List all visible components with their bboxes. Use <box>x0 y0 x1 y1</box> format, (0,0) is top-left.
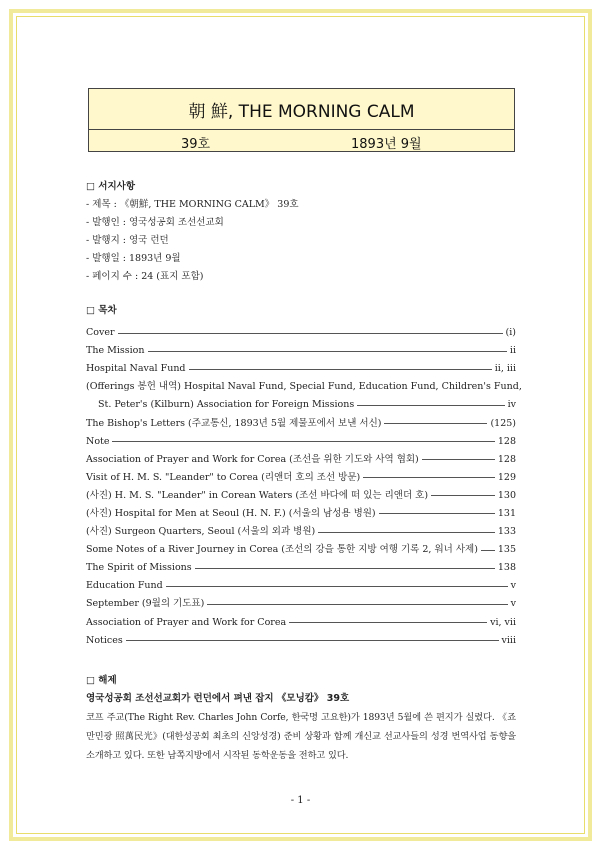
publication-title: 朝 鮮, THE MORNING CALM <box>89 89 514 130</box>
toc-page: v <box>510 598 516 610</box>
toc-item-wrapped: (Offerings 봉헌 내역) Hospital Naval Fund, Special Fund, Education Fund, Children's Fund, <box>86 381 522 393</box>
commentary-heading: □ 해제 <box>86 674 117 686</box>
toc-item <box>86 614 516 632</box>
toc-item <box>86 577 516 595</box>
toc-page: ii, iii <box>494 363 516 375</box>
toc-heading: □ 목차 <box>86 305 117 316</box>
toc-page: 135 <box>497 544 516 556</box>
toc-item <box>86 433 516 451</box>
bibliography-line: - 페이지 수 : 24 (표지 포함) <box>86 271 204 282</box>
toc-page: 130 <box>497 489 516 501</box>
toc-item <box>86 595 516 613</box>
toc-title: Cover <box>86 327 115 339</box>
toc-item <box>86 541 516 559</box>
toc-item <box>86 559 516 577</box>
toc-item <box>86 487 516 505</box>
toc-leader-line <box>126 640 499 641</box>
toc-leader-line <box>289 622 487 623</box>
bibliography-line: - 발행지 : 영국 런던 <box>86 235 169 246</box>
toc-page: (i) <box>505 327 516 339</box>
toc-item <box>86 451 516 469</box>
toc-leader-line <box>207 604 507 605</box>
toc-title: Note <box>86 435 110 447</box>
page-number: - 1 - <box>290 795 311 806</box>
toc-list <box>86 324 522 650</box>
toc-leader-line <box>166 586 508 587</box>
bibliography-line: - 제목 : 《朝鮮, THE MORNING CALM》 39호 <box>86 199 299 210</box>
toc-item <box>86 523 516 541</box>
toc-page: 128 <box>497 435 516 447</box>
toc-leader-line <box>384 423 487 424</box>
toc-item <box>86 469 516 487</box>
toc-item <box>86 414 516 432</box>
toc-title: Visit of H. M. S. "Leander" to Corea (리앤더 호의 조선 방문) <box>86 471 361 483</box>
toc-leader-line <box>422 459 495 460</box>
bibliography-line: - 발행일 : 1893년 9월 <box>86 253 181 264</box>
toc-item <box>86 632 516 650</box>
title-box <box>88 88 515 152</box>
toc-page: 128 <box>497 453 516 465</box>
toc-page: 131 <box>497 507 516 519</box>
toc-title: The Mission <box>86 345 145 357</box>
toc-item <box>86 505 516 523</box>
document-body <box>86 178 522 765</box>
toc-title: The Bishop's Letters (주교통신, 1893년 5월 제물포에서 보낸 서신) <box>86 417 382 429</box>
toc-title: Some Notes of a River Journey in Corea (조선의 강을 통한 지방 여행 기록 2, 워너 사제) <box>86 544 478 556</box>
issue-number: 39호 <box>181 137 211 152</box>
toc-leader-line <box>379 513 495 514</box>
toc-title: Education Fund <box>86 580 163 592</box>
toc-leader-line <box>118 333 503 334</box>
toc-item <box>86 342 516 360</box>
toc-leader-line <box>363 477 495 478</box>
toc-leader-line <box>318 532 495 533</box>
toc-leader-line <box>195 568 495 569</box>
toc-title: The Spirit of Missions <box>86 562 192 574</box>
commentary-subheading: 영국성공회 조선선교회가 런던에서 펴낸 잡지 《모닝캄》 39호 <box>86 692 350 704</box>
toc-page: vi, vii <box>490 616 516 628</box>
toc-page: viii <box>501 634 516 646</box>
issue-date: 1893년 9월 <box>351 137 422 152</box>
toc-page: v <box>510 580 516 592</box>
toc-title: Association of Prayer and Work for Corea (조선을 위한 기도와 사역 협회) <box>86 453 419 465</box>
toc-title: St. Peter's (Kilburn) Association for Foreign Missions <box>98 399 355 411</box>
toc-title: (사진) Hospital for Men at Seoul (H. N. F.) (서울의 남성용 병원) <box>86 507 376 519</box>
toc-leader-line <box>481 550 495 551</box>
toc-page: 138 <box>497 562 516 574</box>
issue-info-row <box>89 130 514 153</box>
bibliography-line: - 발행인 : 영국성공회 조선선교회 <box>86 217 224 228</box>
toc-leader-line <box>112 441 494 442</box>
toc-item <box>86 360 516 378</box>
toc-leader-line <box>357 405 504 406</box>
commentary-body: 코프 주교(The Right Rev. Charles John Corfe, 한국명 고요한)가 1893년 5월에 쓴 편지가 실렸다. 《죠만민광 照萬民光》(대한성공회 최초의 신앙성경) 준비 상황과 함께 개신교 선교사들의 성경 번역사업 동향을 소개하고 있다. 또한 남쪽지방에서 시작된 동학운동을 전하고 있다. <box>86 711 516 761</box>
bibliography-heading: □ 서지사항 <box>86 181 135 192</box>
toc-title: Hospital Naval Fund <box>86 363 186 375</box>
toc-title: Notices <box>86 634 123 646</box>
toc-leader-line <box>189 369 492 370</box>
toc-leader-line <box>148 351 507 352</box>
toc-page: (125) <box>490 417 516 429</box>
toc-page: ii <box>509 345 516 357</box>
toc-title: Association of Prayer and Work for Corea <box>86 616 287 628</box>
toc-title: (사진) Surgeon Quarters, Seoul (서울의 외과 병원) <box>86 526 316 538</box>
toc-title: (사진) H. M. S. "Leander" in Corean Waters (조선 바다에 떠 있는 리앤더 호) <box>86 489 429 501</box>
toc-title: September (9월의 기도표) <box>86 598 205 610</box>
toc-item <box>86 324 516 342</box>
toc-page: 129 <box>497 471 516 483</box>
toc-page: iv <box>507 399 516 411</box>
toc-leader-line <box>431 495 495 496</box>
toc-page: 133 <box>497 526 516 538</box>
toc-item <box>86 396 516 414</box>
bibliography-list <box>86 196 516 286</box>
